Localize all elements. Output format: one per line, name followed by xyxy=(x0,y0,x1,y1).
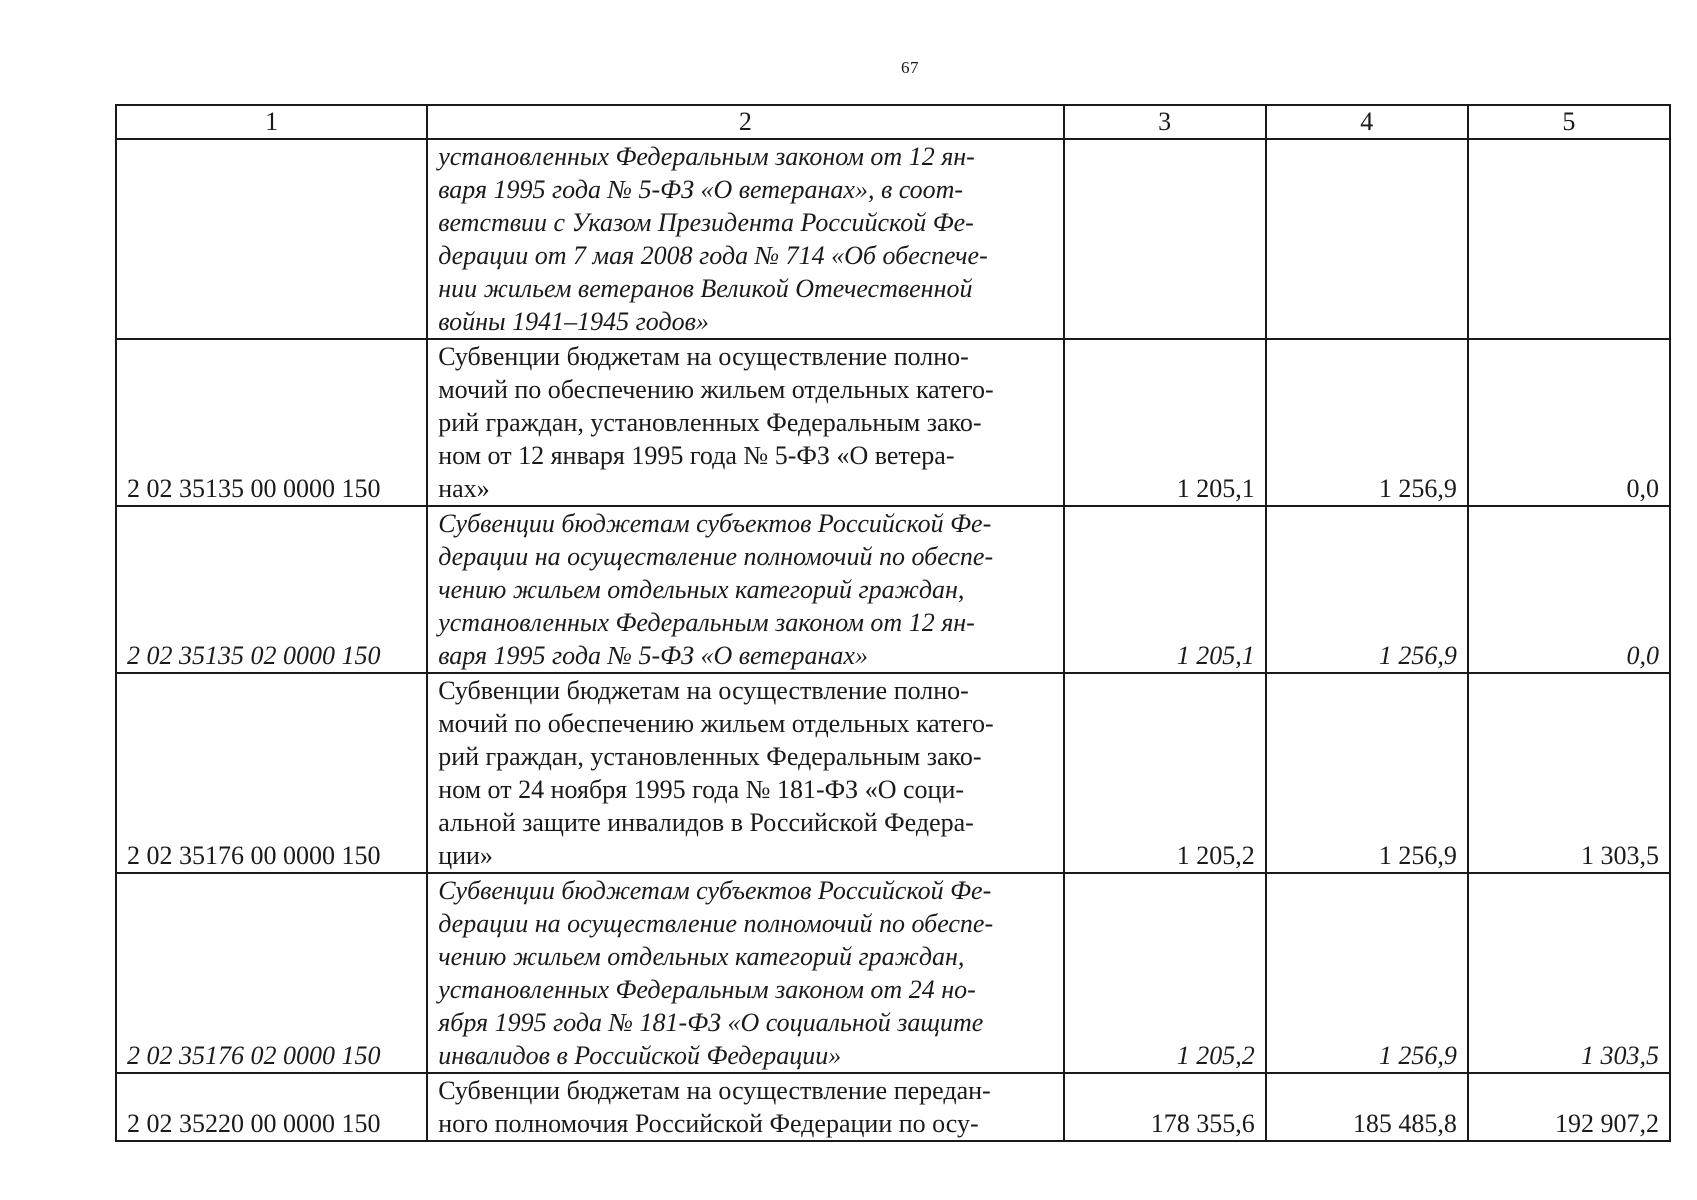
description-line: Субвенции бюджетам на осуществление полно- xyxy=(438,676,969,705)
amount-cell-5 xyxy=(1468,139,1670,339)
description-line: варя 1995 года № 5-ФЗ «О ветеранах» xyxy=(438,641,868,670)
amount-cell-3: 1 205,2 xyxy=(1064,673,1266,873)
header-cell-4: 4 xyxy=(1266,105,1468,139)
description-line: мочий по обеспечению жильем отдельных катего- xyxy=(438,375,994,404)
description-line: Субвенции бюджетам субъектов Российской Фе- xyxy=(438,509,992,538)
header-cell-3: 3 xyxy=(1064,105,1266,139)
description-line: ветствии с Указом Президента Российской Фе- xyxy=(438,208,974,237)
description-cell xyxy=(427,1073,1063,1141)
description-line: установленных Федеральным законом от 24 но- xyxy=(438,975,976,1004)
amount-cell-3 xyxy=(1064,139,1266,339)
description-line: ном от 12 января 1995 года № 5-ФЗ «О ветера- xyxy=(438,441,955,470)
table-body xyxy=(116,139,1670,1141)
description-line: установленных Федеральным законом от 12 ян- xyxy=(438,142,975,171)
budget-code-cell: 2 02 35176 02 0000 150 xyxy=(116,873,427,1073)
amount-cell-4 xyxy=(1266,139,1468,339)
description-line: установленных Федеральным законом от 12 ян- xyxy=(438,608,975,637)
description-line: Субвенции бюджетам субъектов Российской Фе- xyxy=(438,876,992,905)
description-line: чению жильем отдельных категорий граждан, xyxy=(438,575,965,604)
description-line: ции» xyxy=(438,841,493,870)
amount-cell-5: 192 907,2 xyxy=(1468,1073,1670,1141)
header-cell-2: 2 xyxy=(427,105,1063,139)
description-line: инвалидов в Российской Федерации» xyxy=(438,1041,842,1070)
budget-code-cell: 2 02 35135 00 0000 150 xyxy=(116,339,427,506)
amount-cell-3: 1 205,1 xyxy=(1064,506,1266,673)
amount-cell-4: 1 256,9 xyxy=(1266,339,1468,506)
amount-cell-4: 1 256,9 xyxy=(1266,873,1468,1073)
amount-cell-5: 1 303,5 xyxy=(1468,673,1670,873)
description-line: мочий по обеспечению жильем отдельных катего- xyxy=(438,709,994,738)
amount-cell-5: 1 303,5 xyxy=(1468,873,1670,1073)
table-row xyxy=(116,339,1670,506)
description-line: дерации на осуществление полномочий по обеспе- xyxy=(438,909,994,938)
description-line: дерации от 7 мая 2008 года № 714 «Об обеспече- xyxy=(438,241,988,270)
amount-cell-3: 1 205,1 xyxy=(1064,339,1266,506)
description-line: Субвенции бюджетам на осуществление полно- xyxy=(438,342,969,371)
description-line: чению жильем отдельных категорий граждан, xyxy=(438,942,965,971)
header-row xyxy=(116,105,1670,139)
description-cell xyxy=(427,506,1063,673)
header-cell-5: 5 xyxy=(1468,105,1670,139)
description-cell xyxy=(427,673,1063,873)
amount-cell-3: 1 205,2 xyxy=(1064,873,1266,1073)
amount-cell-5: 0,0 xyxy=(1468,506,1670,673)
description-cell xyxy=(427,873,1063,1073)
amount-cell-5: 0,0 xyxy=(1468,339,1670,506)
description-line: дерации на осуществление полномочий по обеспе- xyxy=(438,542,994,571)
description-line: нах» xyxy=(438,474,490,503)
description-line: ном от 24 ноября 1995 года № 181-ФЗ «О соци- xyxy=(438,775,965,804)
description-line: рий граждан, установленных Федеральным зако- xyxy=(438,408,982,437)
description-line: ного полномочия Российской Федерации по осу- xyxy=(438,1109,979,1138)
amount-cell-4: 1 256,9 xyxy=(1266,506,1468,673)
header-cell-1: 1 xyxy=(116,105,427,139)
budget-code-cell: 2 02 35135 02 0000 150 xyxy=(116,506,427,673)
amount-cell-4: 1 256,9 xyxy=(1266,673,1468,873)
description-cell xyxy=(427,339,1063,506)
budget-code-cell: 2 02 35220 00 0000 150 xyxy=(116,1073,427,1141)
description-line: ября 1995 года № 181-ФЗ «О социальной защите xyxy=(438,1008,984,1037)
table-row xyxy=(116,139,1670,339)
amount-cell-3: 178 355,6 xyxy=(1064,1073,1266,1141)
amount-cell-4: 185 485,8 xyxy=(1266,1073,1468,1141)
description-line: Субвенции бюджетам на осуществление передан- xyxy=(438,1076,991,1105)
page-number: 67 xyxy=(901,58,919,77)
description-line: рий граждан, установленных Федеральным зако- xyxy=(438,742,982,771)
budget-code-cell: 2 02 35176 00 0000 150 xyxy=(116,673,427,873)
description-line: нии жильем ветеранов Великой Отечественной xyxy=(438,274,973,303)
budget-table xyxy=(115,104,1671,1142)
table-row xyxy=(116,873,1670,1073)
description-line: альной защите инвалидов в Российской Федера- xyxy=(438,808,974,837)
description-line: войны 1941–1945 годов» xyxy=(438,307,709,336)
description-cell xyxy=(427,139,1063,339)
table-row xyxy=(116,673,1670,873)
table-row xyxy=(116,506,1670,673)
table-row xyxy=(116,1073,1670,1141)
budget-code-cell xyxy=(116,139,427,339)
description-line: варя 1995 года № 5-ФЗ «О ветеранах», в соот- xyxy=(438,175,964,204)
